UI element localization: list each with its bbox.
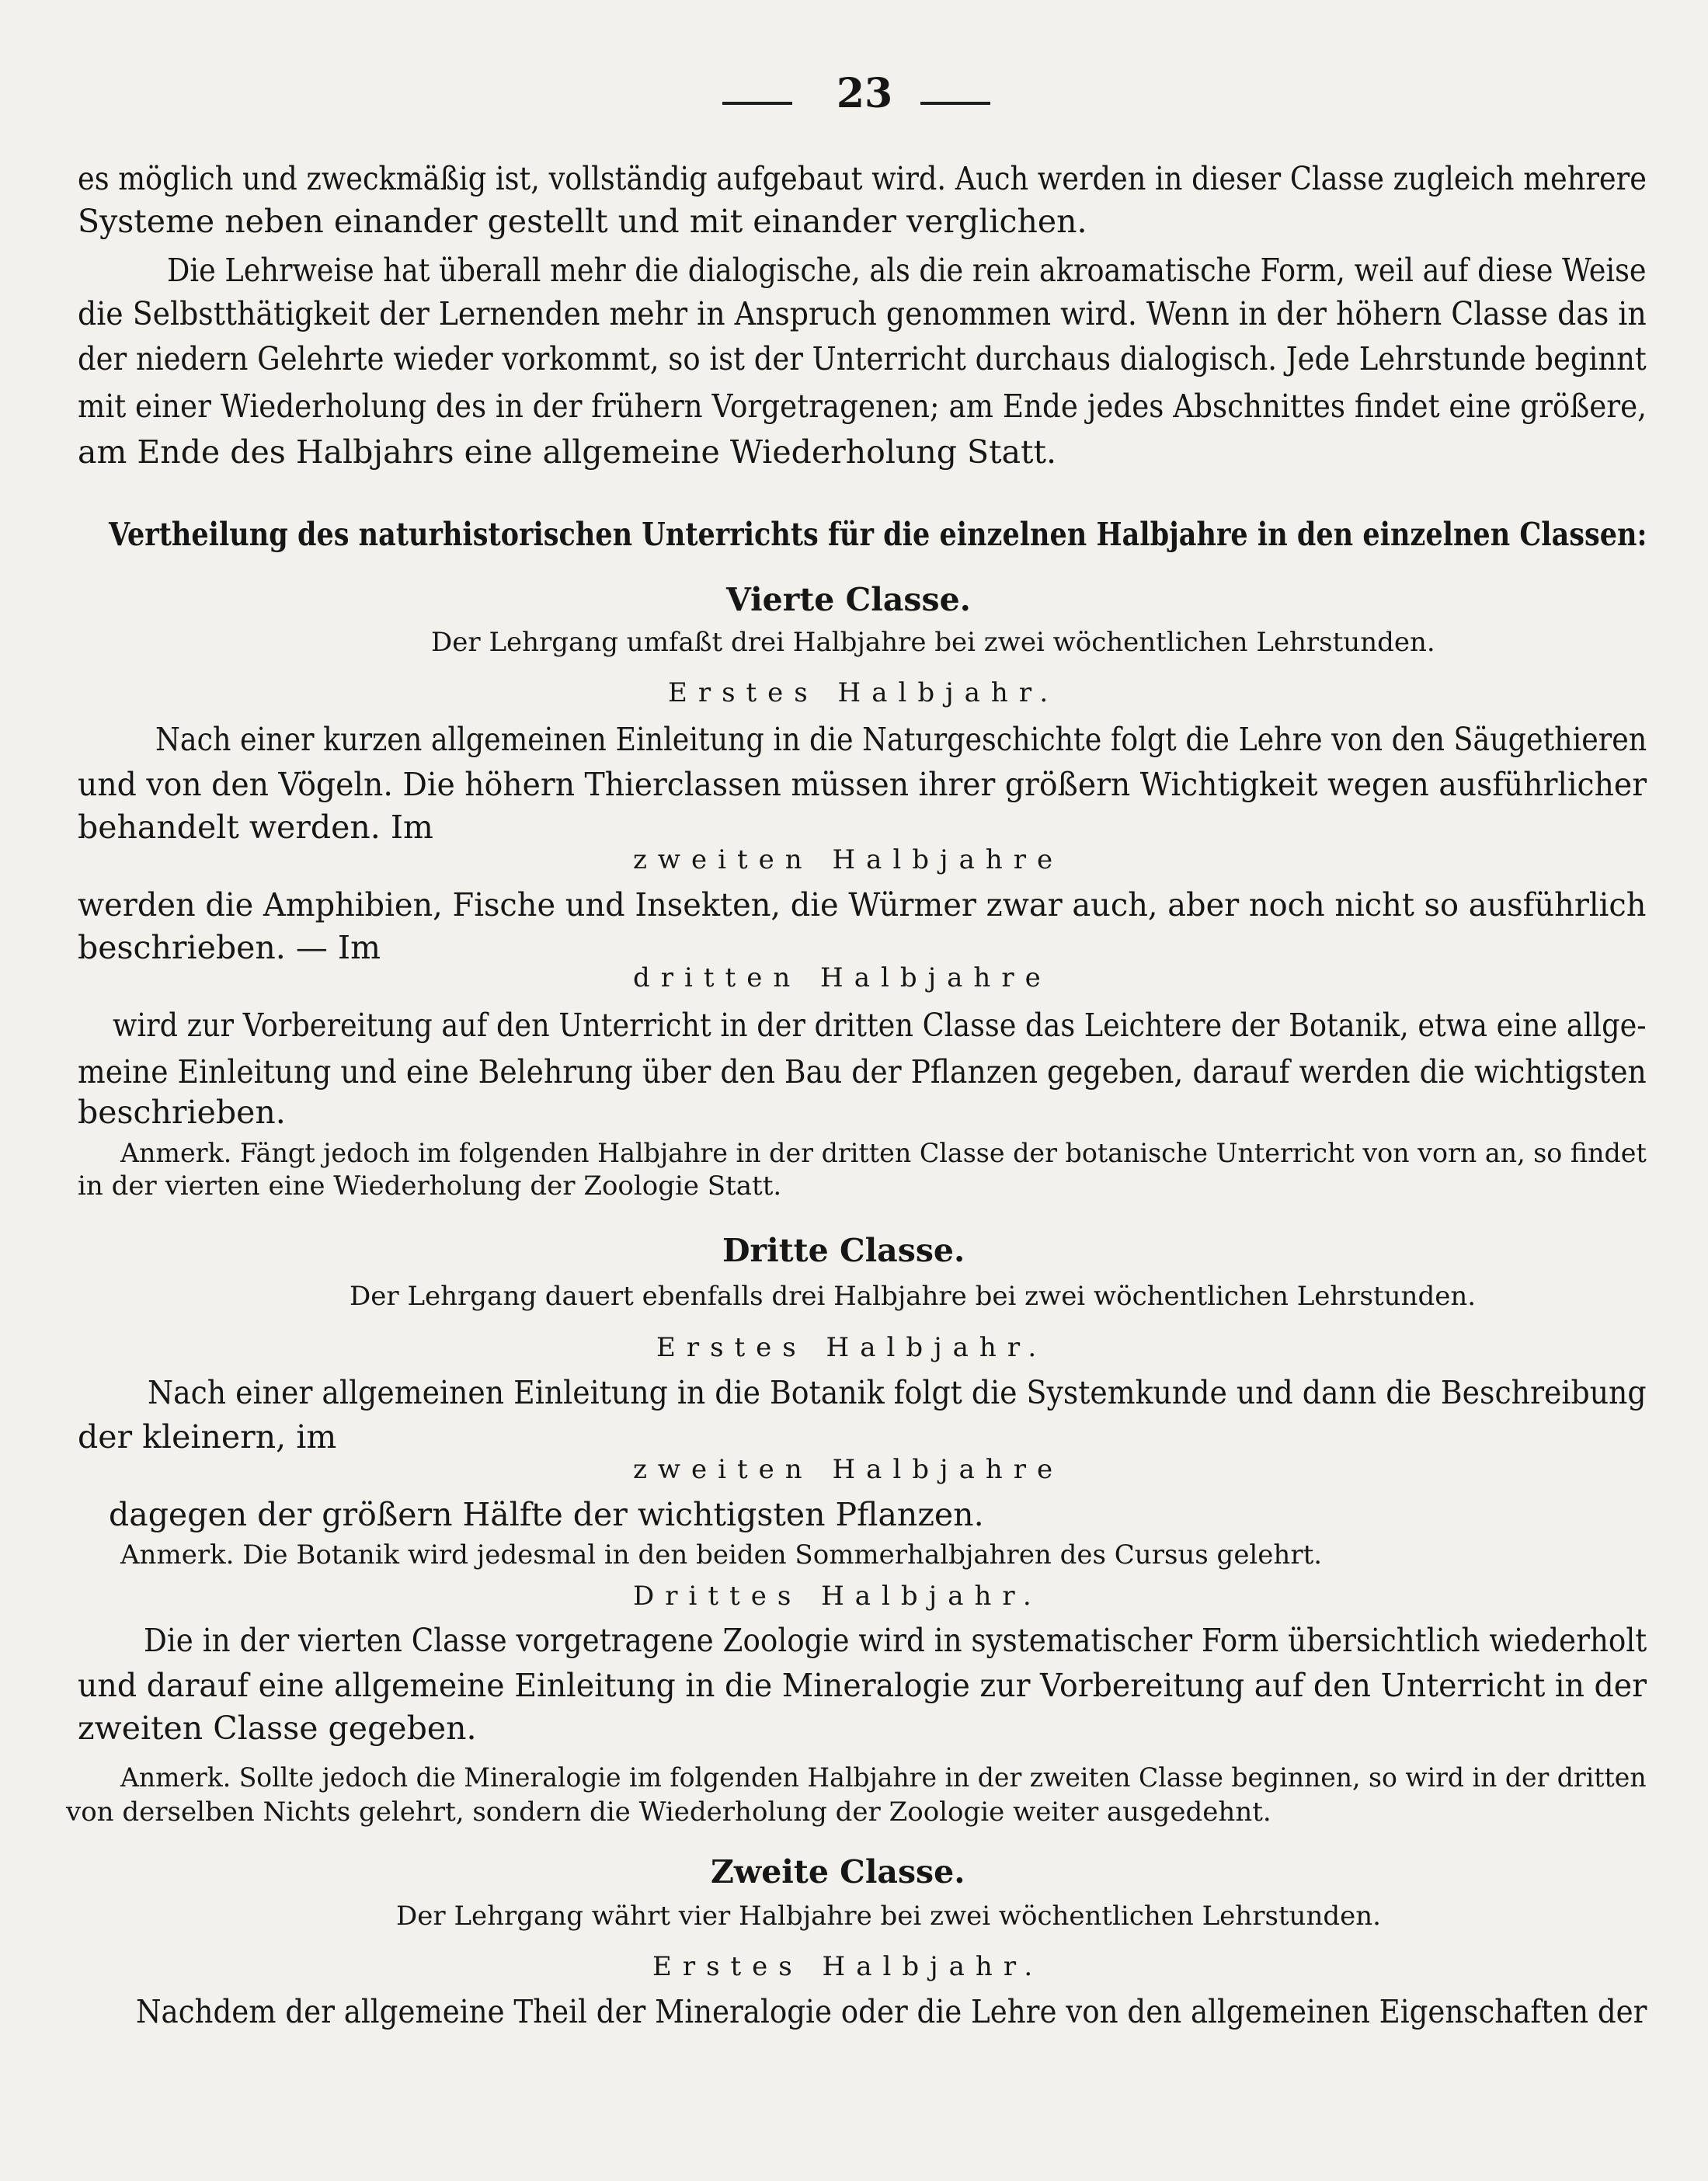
remark-line: in der vierten eine Wiederholung der Zoologie Statt.: [78, 1171, 782, 1202]
text-line: zweiten Classe gegeben.: [78, 1710, 477, 1747]
semester-heading: Erstes Halbjahr.: [668, 677, 1059, 708]
course-note: Der Lehrgang dauert ebenfalls drei Halbjahre bei zwei wöchentlichen Lehrstunden.: [350, 1281, 1477, 1312]
text-line: und darauf eine allgemeine Einleitung in die Mineralogie zur Vorbereitung auf den Unterricht in der: [78, 1667, 1647, 1704]
course-note: Der Lehrgang umfaßt drei Halbjahre bei zwei wöchentlichen Lehrstunden.: [431, 627, 1435, 658]
text-line: Nach einer allgemeinen Einleitung in die Botanik folgt die Systemkunde und dann die Beschreibung: [148, 1374, 1647, 1411]
text-line: der kleinern, im: [78, 1418, 337, 1456]
semester-heading: Drittes Halbjahr.: [633, 1581, 1042, 1612]
text-line: beschrieben.: [78, 1094, 286, 1131]
remark-line: Anmerk. Fängt jedoch im folgenden Halbjahre in der dritten Classe der botanische Unterricht von vorn an, so findet: [120, 1138, 1647, 1169]
text-line: am Ende des Halbjahrs eine allgemeine Wiederholung Statt.: [78, 433, 1057, 471]
header-rule-right: [920, 102, 990, 105]
text-line: Nach einer kurzen allgemeinen Einleitung in die Naturgeschichte folgt die Lehre von den Säugethieren: [155, 721, 1647, 758]
text-line: Nachdem der allgemeine Theil der Mineralogie oder die Lehre von den allgemeinen Eigenschaften der: [136, 1993, 1647, 2030]
remark-line: Anmerk. Sollte jedoch die Mineralogie im folgenden Halbjahre in der zweiten Classe beginnen, so wird in der dritten: [120, 1762, 1647, 1793]
text-line: Die in der vierten Classe vorgetragene Zoologie wird in systematischer Form übersichtlich wiederholt: [144, 1622, 1647, 1659]
remark-line: Anmerk. Die Botanik wird jedesmal in den beiden Sommerhalbjahren des Cursus gelehrt.: [120, 1539, 1323, 1571]
semester-heading: dritten Halbjahre: [633, 962, 1052, 993]
semester-heading: zweiten Halbjahre: [633, 1454, 1064, 1485]
class-heading: Zweite Classe.: [711, 1853, 965, 1891]
text-line: der niedern Gelehrte wieder vorkommt, so ist der Unterricht durchaus dialogisch. Jede Lehrstunde beginnt: [78, 340, 1647, 377]
course-note: Der Lehrgang währt vier Halbjahre bei zwei wöchentlichen Lehrstunden.: [396, 1901, 1381, 1932]
text-line: werden die Amphibien, Fische und Insekten, die Würmer zwar auch, aber noch nicht so ausführlich: [78, 886, 1647, 924]
text-line: Systeme neben einander gestellt und mit einander verglichen.: [78, 203, 1087, 240]
text-line: wird zur Vorbereitung auf den Unterricht in der dritten Classe das Leichtere der Botanik, etwa eine allge-: [113, 1007, 1647, 1044]
text-line: beschrieben. — Im: [78, 929, 381, 966]
semester-heading: Erstes Halbjahr.: [652, 1951, 1044, 1982]
semester-heading: zweiten Halbjahre: [633, 844, 1064, 875]
header-rule-left: [722, 102, 792, 105]
text-line: behandelt werden. Im: [78, 809, 433, 846]
text-line: dagegen der größern Hälfte der wichtigsten Pflanzen.: [109, 1496, 984, 1533]
text-line: Die Lehrweise hat überall mehr die dialogische, als die rein akroamatische Form, weil auf diese Weise: [167, 252, 1647, 289]
text-line: und von den Vögeln. Die höhern Thierclassen müssen ihrer größern Wichtigkeit wegen ausführlicher: [78, 766, 1647, 803]
text-line: es möglich und zweckmäßig ist, vollständig aufgebaut wird. Auch werden in dieser Classe zugleich mehrere: [78, 160, 1647, 197]
class-heading: Vierte Classe.: [726, 581, 971, 618]
text-line: die Selbstthätigkeit der Lernenden mehr in Anspruch genommen wird. Wenn in der höhern Classe das in: [78, 295, 1647, 332]
remark-line: von derselben Nichts gelehrt, sondern die Wiederholung der Zoologie weiter ausgedehnt.: [66, 1797, 1271, 1828]
page-header: [0, 70, 1708, 120]
text-line: meine Einleitung und eine Belehrung über den Bau der Pflanzen gegeben, darauf werden die wichtigsten: [78, 1053, 1647, 1090]
class-heading: Dritte Classe.: [722, 1232, 965, 1269]
page-number: 23: [836, 70, 893, 117]
section-heading: Vertheilung des naturhistorischen Unterrichts für die einzelnen Halbjahre in den einzelnen Classen:: [109, 516, 1647, 553]
semester-heading: Erstes Halbjahr.: [656, 1332, 1048, 1363]
text-line: mit einer Wiederholung des in der frühern Vorgetragenen; am Ende jedes Abschnittes findet eine größere,: [78, 388, 1647, 425]
